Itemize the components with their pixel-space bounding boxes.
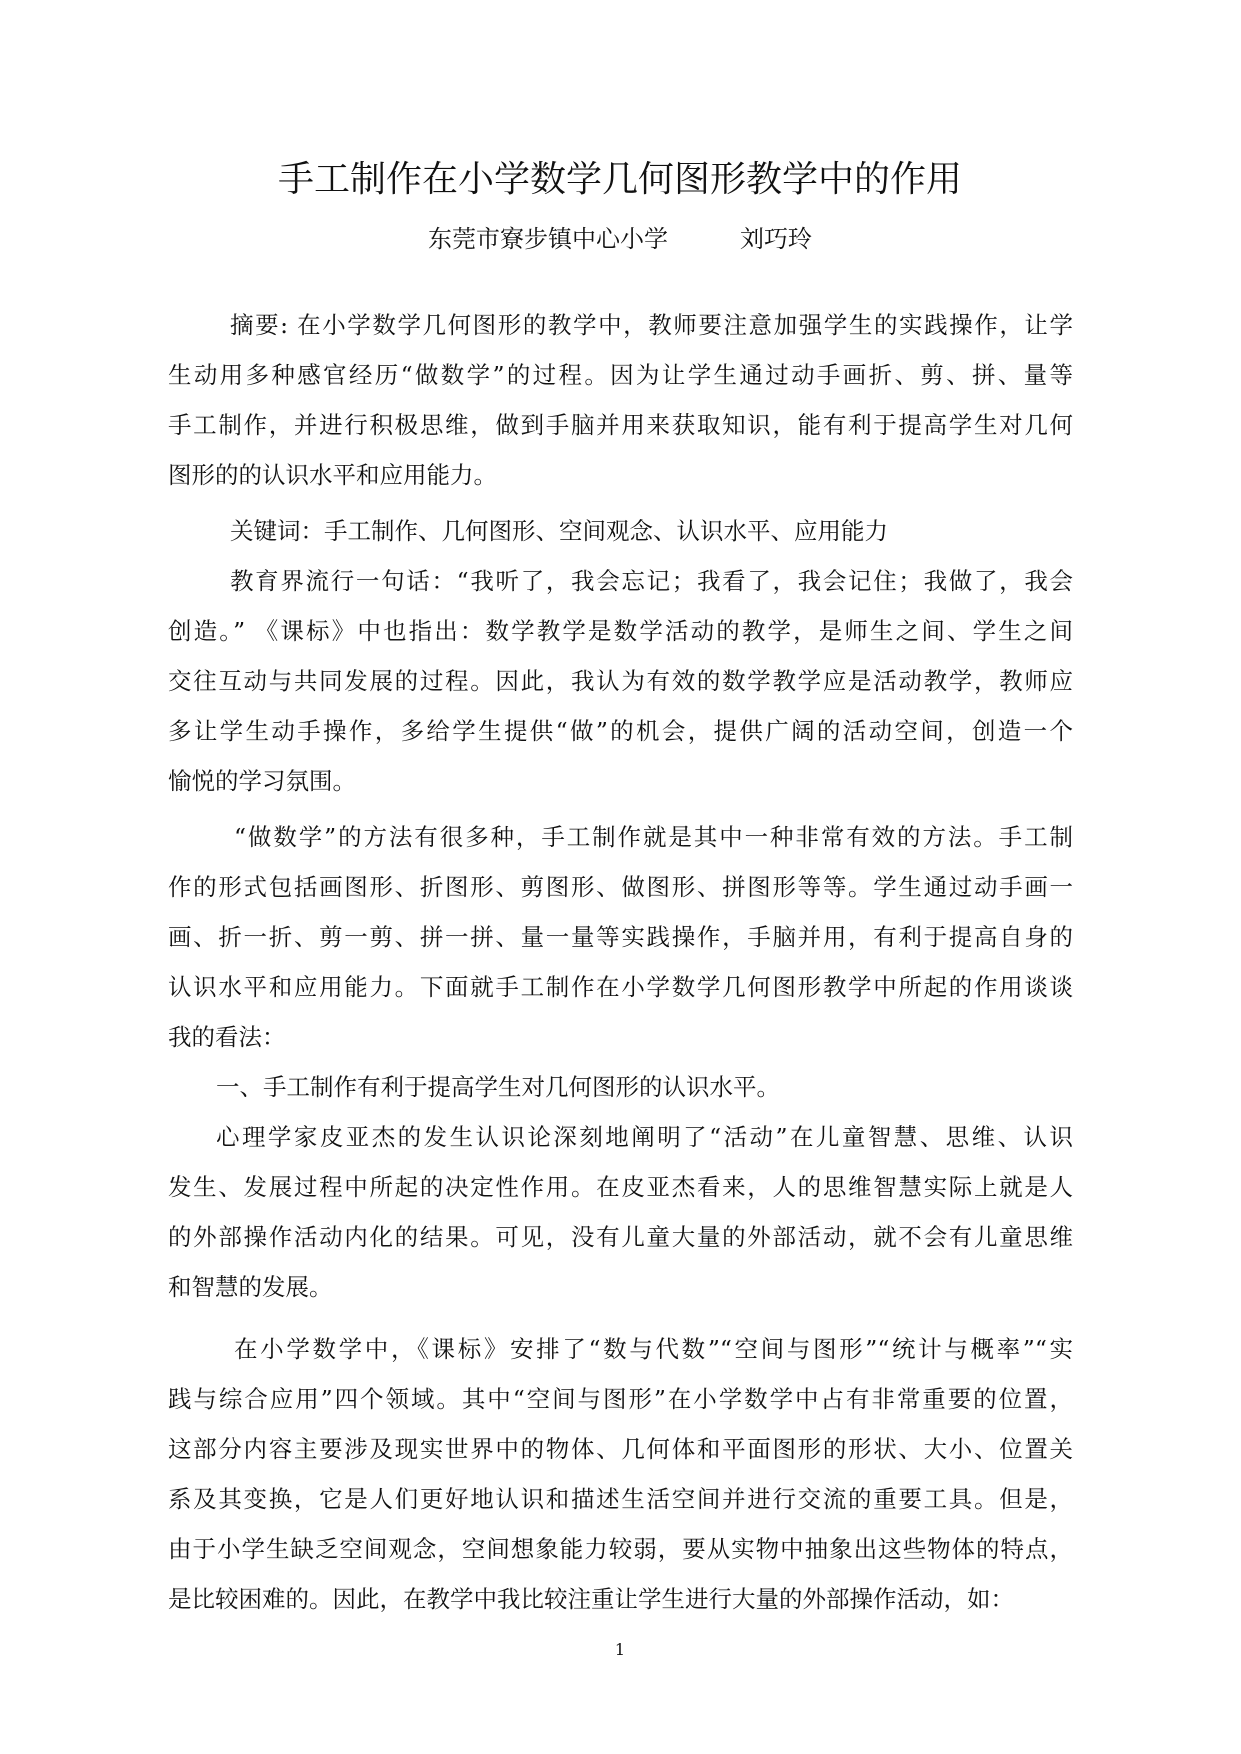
text-line: 愉悦的学习氛围。 [168, 767, 356, 795]
text-line: 多让学生动手操作，多给学生提供“做”的机会，提供广阔的活动空间，创造一个 [168, 717, 1073, 745]
text-line: 是比较困难的。因此，在教学中我比较注重让学生进行大量的外部操作活动，如： [168, 1585, 1014, 1613]
text-line: 作的形式包括画图形、折图形、剪图形、做图形、拼图形等等。学生通过动手画一 [168, 873, 1073, 901]
paragraph-3 [168, 1112, 1073, 1312]
abstract-paragraph [168, 300, 1073, 500]
text-line: 交往互动与共同发展的过程。因此，我认为有效的数学教学应是活动教学，教师应 [168, 667, 1073, 695]
text-line: 生动用多种感官经历“做数学”的过程。因为让学生通过动手画折、剪、拼、量等 [168, 361, 1073, 389]
paragraph-2 [168, 812, 1073, 1062]
keywords-line: 关键词：手工制作、几何图形、空间观念、认识水平、应用能力 [230, 517, 888, 545]
text-line: “做数学”的方法有很多种，手工制作就是其中一种非常有效的方法。手工制 [234, 823, 1073, 851]
document-title: 手工制作在小学数学几何图形教学中的作用 [277, 159, 962, 200]
text-line: 图形的的认识水平和应用能力。 [168, 461, 497, 489]
text-line: 系及其变换，它是人们更好地认识和描述生活空间并进行交流的重要工具。但是， [168, 1485, 1073, 1513]
text-line: 心理学家皮亚杰的发生认识论深刻地阐明了“活动”在儿童智慧、思维、认识 [216, 1123, 1073, 1151]
text-line: 由于小学生缺乏空间观念，空间想象能力较弱，要从实物中抽象出这些物体的特点， [168, 1535, 1073, 1563]
text-line: 践与综合应用”四个领域。其中“空间与图形”在小学数学中占有非常重要的位置， [168, 1385, 1073, 1413]
page-number: 1 [614, 1640, 626, 1659]
document-body [168, 300, 1073, 1624]
text-line: 手工制作，并进行积极思维，做到手脑并用来获取知识，能有利于提高学生对几何 [168, 411, 1073, 439]
text-line: 在小学数学中，《课标》安排了“数与代数”“空间与图形”“统计与概率”“实 [234, 1335, 1073, 1363]
section-heading-1: 一、手工制作有利于提高学生对几何图形的认识水平。 [216, 1073, 780, 1101]
text-line: 创造。” 《课标》中也指出：数学教学是数学活动的教学，是师生之间、学生之间 [168, 617, 1073, 645]
text-line: 这部分内容主要涉及现实世界中的物体、几何体和平面图形的形状、大小、位置关 [168, 1435, 1073, 1463]
text-line: 认识水平和应用能力。下面就手工制作在小学数学几何图形教学中所起的作用谈谈 [168, 973, 1073, 1001]
text-line: 摘要: 在小学数学几何图形的教学中，教师要注意加强学生的实践操作，让学 [230, 311, 1073, 339]
byline [170, 222, 1070, 256]
text-line: 我的看法： [168, 1023, 286, 1051]
paragraph-4 [168, 1324, 1073, 1624]
text-line: 发生、发展过程中所起的决定性作用。在皮亚杰看来，人的思维智慧实际上就是人 [168, 1173, 1073, 1201]
text-line: 画、折一折、剪一剪、拼一拼、量一量等实践操作，手脑并用，有利于提高自身的 [168, 923, 1073, 951]
text-line: 教育界流行一句话：“我听了，我会忘记；我看了，我会记住；我做了，我会 [230, 567, 1073, 595]
school-name: 东莞市寮步镇中心小学 [428, 225, 668, 253]
paragraph-1 [168, 556, 1073, 806]
text-line: 的外部操作活动内化的结果。可见，没有儿童大量的外部活动，就不会有儿童思维 [168, 1223, 1073, 1251]
author-name: 刘巧玲 [740, 225, 812, 253]
text-line: 和智慧的发展。 [168, 1273, 333, 1301]
